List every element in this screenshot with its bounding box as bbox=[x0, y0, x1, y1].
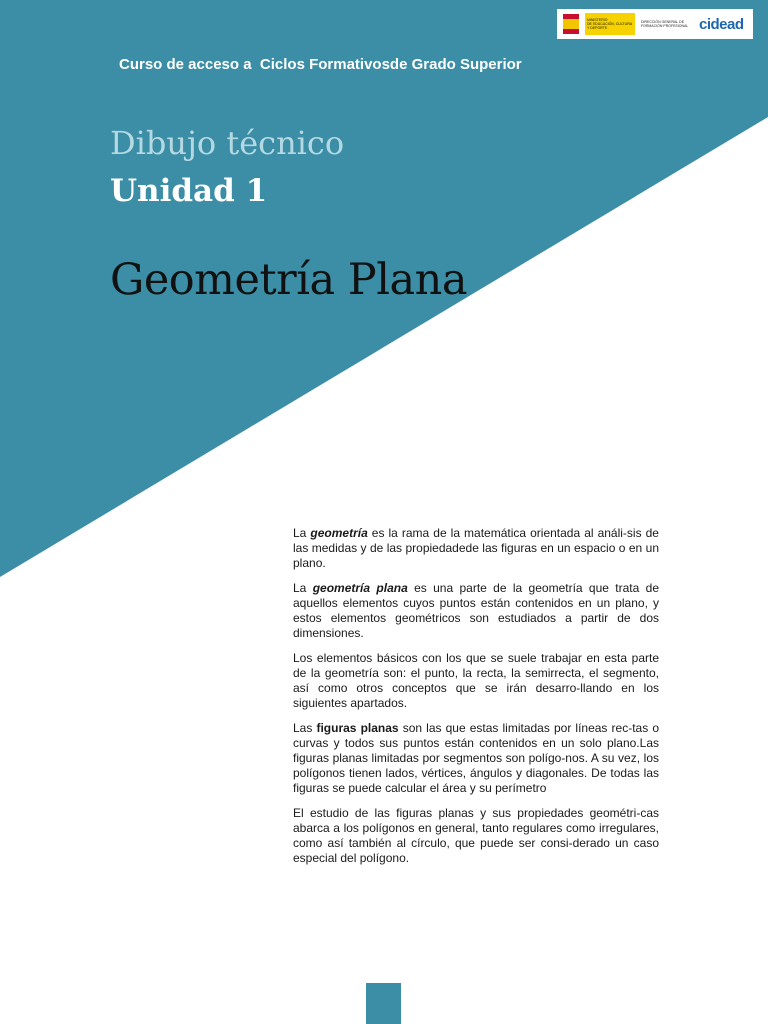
cidead-logo: cidead bbox=[699, 15, 744, 33]
paragraph-4: Las figuras planas son las que estas limitadas por líneas rec-tas o curvas y todos sus puntos están contenidos en un solo plano.Las figuras planas limitadas por segmentos son polígo-nos. A su vez, los polígonos tienen lados, vértices, ángulos y diagonales. De todas las figuras se puede calcular el área y su perímetro bbox=[293, 721, 659, 795]
paragraph-2: La geometría plana es una parte de la geometría que trata de aquellos elementos cuyos puntos están contenidos en un plano, y estos elementos geométricos son estudiados a partir de dos dimensiones. bbox=[293, 581, 660, 640]
paragraph-5: El estudio de las figuras planas y sus propiedades geométri-cas abarca a los polígonos en general, tanto regulares como irregulares, como así también al círculo, que puede ser consi-derado un caso especial del polígono. bbox=[293, 806, 659, 865]
subject-title: Dibujo técnico bbox=[110, 124, 345, 162]
term-geometria-plana: geometría plana bbox=[312, 581, 408, 595]
body-text bbox=[293, 526, 659, 876]
paragraph-3: Los elementos básicos con los que se suele trabajar en esta parte de la geometría son: el punto, la recta, la semirrecta, el segmento, así como otros conceptos que se irán desarro-llando en los siguientes apartados. bbox=[293, 651, 659, 710]
unit-number: Unidad 1 bbox=[110, 173, 268, 209]
institution-logos bbox=[557, 9, 753, 39]
page-marker bbox=[366, 983, 401, 1024]
course-title: Curso de acceso a Ciclos Formativosde Grado Superior bbox=[119, 56, 522, 73]
paragraph-1: La geometría es la rama de la matemática orientada al análi-sis de las medidas y de las propiedadede las figuras en un espacio o en un plano. bbox=[293, 526, 659, 570]
spain-flag-icon bbox=[563, 14, 579, 34]
ministry-logo: MINISTERIO DE EDUCACIÓN, CULTURA Y DEPORTE bbox=[585, 13, 635, 35]
directorate-logo: DIRECCIÓN GENERAL DE FORMACIÓN PROFESIONAL bbox=[641, 19, 689, 28]
term-figuras-planas: figuras planas bbox=[316, 721, 399, 735]
term-geometria: geometría bbox=[310, 526, 368, 540]
page-title: Geometría Plana bbox=[110, 255, 467, 305]
